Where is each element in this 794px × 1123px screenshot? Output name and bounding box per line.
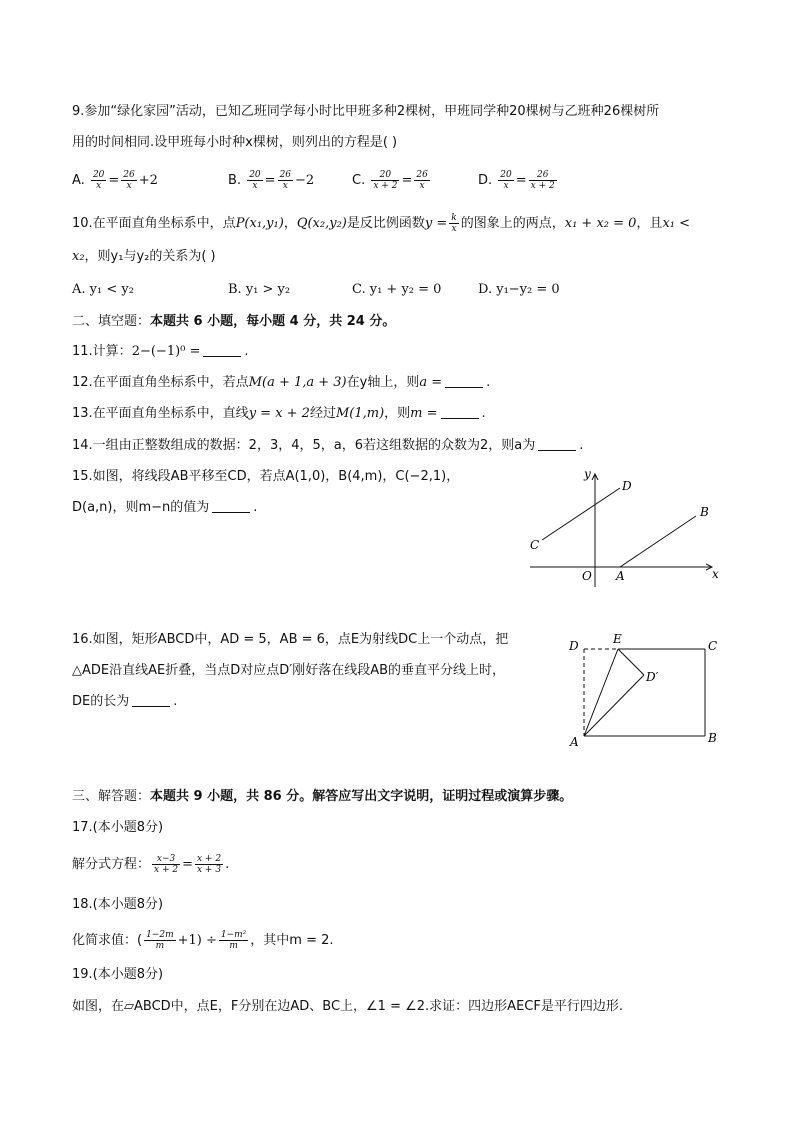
fraction: $\frac{26}{x + 2}$ [530, 170, 555, 191]
point-a-label: A [570, 735, 579, 749]
q15-line2: D(a,n)，则m−n的值为 . [72, 500, 258, 515]
q10-option-a[interactable]: A. y₁ < y₂ [72, 282, 134, 297]
section-3-heading: 三、解答题：本题共 9 小题，共 86 分。解答应写出文字说明，证明过程或演算步骤。 [72, 789, 573, 804]
segment-ed-prime [618, 649, 644, 675]
q13: 13.在平面直角坐标系中，直线y = x + 2经过M(1,m)，则m = . [72, 406, 486, 421]
segment-cd [542, 488, 620, 540]
fraction: $\frac{26}{x}$ [123, 170, 135, 191]
q18-body: 化简求值：( $\frac{1-2m}{m}$ +1) ÷ $\frac{\text{1−m²}}{m}$ ，其中m = 2. [72, 930, 334, 951]
segment-ae [584, 649, 618, 736]
y-axis-label: y [584, 467, 591, 481]
q17-body: 解分式方程： $\frac{x-3}{x + 2}$ = $\frac{x + 2}{x + 3}$ . [72, 854, 230, 875]
q9-option-c[interactable]: C. $\frac{20}{x + 2}$ = $\frac{26}{x}$ [352, 170, 428, 191]
q9-option-d[interactable]: D. $\frac{20}{x}$ = $\frac{26}{x + 2}$ [478, 170, 555, 191]
fraction: $\frac{20}{x + 2}$ [373, 170, 398, 191]
segment-ab [620, 516, 696, 567]
point-d-label: D [622, 479, 632, 493]
q9-line2: 用的时间相同.设甲班每小时种x棵树，则列出的方程是( ) [72, 135, 398, 150]
q11: 11.计算：2−(−1)⁰ = . [72, 344, 249, 359]
option-label: A. [72, 173, 85, 188]
fraction: $\frac{20}{x}$ [500, 170, 512, 191]
fraction: $\frac{26}{x}$ [416, 170, 428, 191]
point-b-label: B [708, 731, 717, 745]
option-label: D. [478, 173, 493, 188]
q16-line1: 16.如图，矩形ABCD中，AD = 5，AB = 6，点E为射线DC上一个动点，把 [72, 632, 509, 647]
q14: 14.一组由正整数组成的数据：2，3，4，5，a，6若这组数据的众数为2，则a为 . [72, 438, 584, 453]
q10-option-d[interactable]: D. y₁−y₂ = 0 [478, 282, 560, 297]
q19-body: 如图，在▱ABCD中，点E，F分别在边AD、BC上，∠1 = ∠2.求证：四边形AECF是平行四边形. [72, 999, 623, 1014]
x-axis-label: x [712, 567, 719, 581]
point-c-label: C [530, 538, 540, 552]
point-a-label: A [616, 569, 625, 583]
q16-line2: △ADE沿直线AE折叠，当点D对应点D′刚好落在线段AB的垂直平分线上时， [72, 663, 506, 678]
q10-option-b[interactable]: B. y₁ > y₂ [228, 282, 291, 297]
q15-line1: 15.如图，将线段AB平移至CD，若点A(1,0)，B(4,m)，C(−2,1)， [72, 469, 460, 484]
point-e-label: E [613, 632, 622, 646]
q9-line1: 9.参加“绿化家园”活动，已知乙班同学每小时比甲班多种2棵树，甲班同学种20棵树与乙班种26棵树所 [72, 104, 660, 119]
fraction: $\frac{20}{x}$ [92, 170, 105, 191]
point-d-prime-label: D′ [646, 670, 659, 684]
answer-blank[interactable] [132, 694, 170, 707]
q10-line2: x₂，则y₁与y₂的关系为( ) [72, 249, 216, 264]
q9-option-b[interactable]: B. $\frac{20}{x}$ = $\frac{26}{x}$ −2 [228, 170, 315, 191]
answer-blank[interactable] [538, 438, 576, 451]
fraction: $\frac{20}{x}$ [249, 170, 261, 191]
q10-line1: 10.在平面直角坐标系中，点P(x₁,y₁)，Q(x₂,y₂)是反比例函数y = $\frac{k}{x}$ 的图象上的两点，x₁ + x₂ = 0，且x₁ < [72, 213, 691, 234]
q15-figure [520, 462, 730, 590]
point-d-label: D [569, 639, 579, 653]
answer-blank[interactable] [441, 406, 479, 419]
answer-blank[interactable] [445, 375, 483, 388]
option-label: B. [228, 173, 242, 188]
q17-title: 17.(本小题8分) [72, 820, 164, 835]
answer-blank[interactable] [203, 344, 241, 357]
q16-figure [562, 632, 728, 750]
q10-option-c[interactable]: C. y₁ + y₂ = 0 [352, 282, 442, 297]
origin-label: O [582, 569, 592, 583]
point-b-label: B [700, 505, 709, 519]
fraction: $\frac{26}{x}$ [279, 170, 292, 191]
answer-blank[interactable] [212, 500, 250, 513]
section-2-heading: 二、填空题：本题共 6 小题，每小题 4 分，共 24 分。 [72, 314, 396, 329]
segment-ad-prime [584, 675, 644, 736]
q18-title: 18.(本小题8分) [72, 897, 164, 912]
q19-title: 19.(本小题8分) [72, 967, 164, 982]
option-label: C. [352, 173, 366, 188]
q16-line3: DE的长为 . [72, 694, 178, 709]
q9-option-a[interactable]: A. $\frac{20}{x}$ = $\frac{26}{x}$ +2 [72, 170, 158, 191]
point-c-label: C [708, 639, 718, 653]
q12: 12.在平面直角坐标系中，若点M(a + 1,a + 3)在y轴上，则a = . [72, 375, 491, 390]
